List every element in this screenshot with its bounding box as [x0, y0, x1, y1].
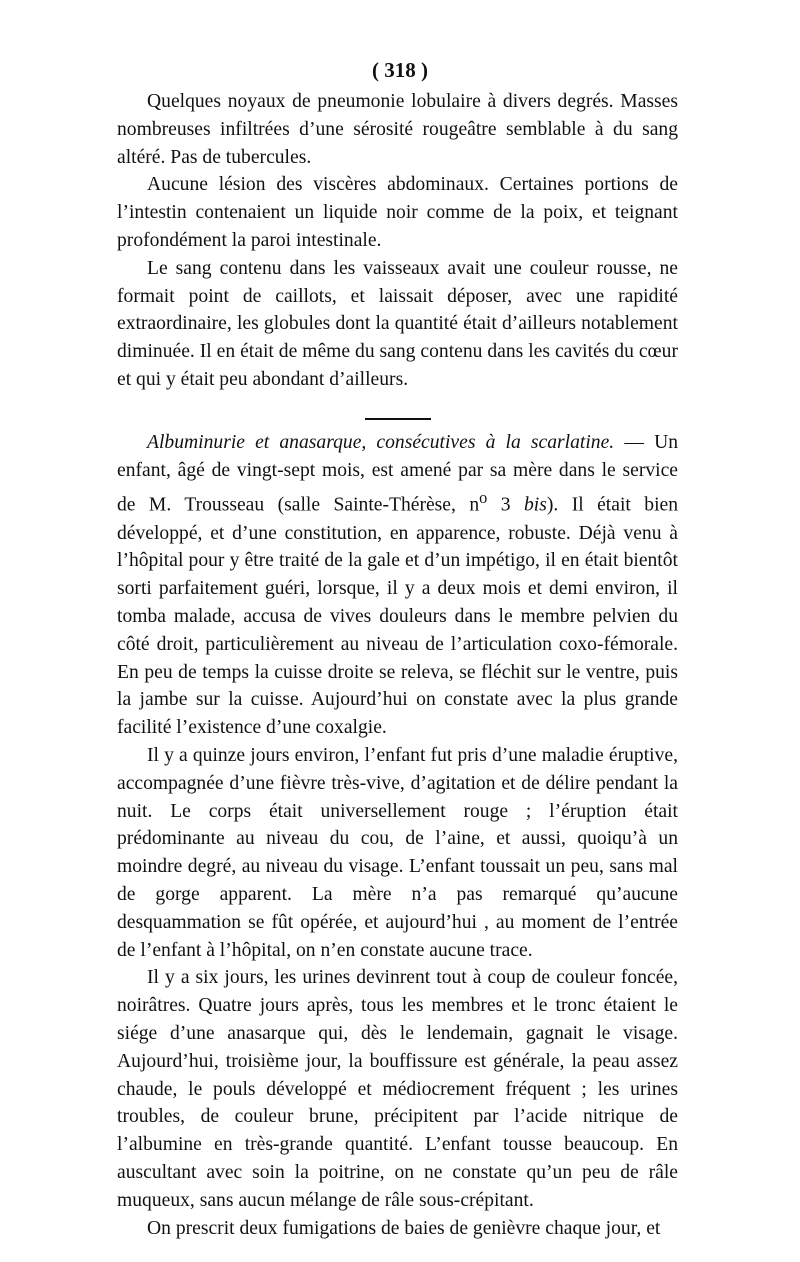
case-num: 3 — [487, 494, 524, 516]
case-num-sup: o — [479, 488, 488, 508]
paragraph-prescription: On prescrit deux fumigations de baies de genièvre chaque jour, et — [147, 1217, 661, 1239]
paragraph-case-intro — [117, 429, 678, 742]
case-bis: bis — [523, 494, 547, 516]
paragraph-blood: Le sang contenu dans les vaisseaux avait une couleur rousse, ne formait point de caillots, et laissait déposer, avec une rapidité extraordinaire, les globules dont la quantité était d’ailleurs notablement diminuée. Il en était de même du sang contenu dans les cavités du cœur et qui y était peu abondant d’ailleurs. — [117, 257, 678, 390]
page-body — [117, 88, 678, 1242]
case-dash: — — [614, 431, 655, 453]
paragraph-eruption: Il y a quinze jours environ, l’enfant fut pris d’une maladie éruptive, accompagnée d’une fièvre très-vive, d’agitation et de délire pendant la nuit. Le corps était universellement rouge ; l’éruption était prédominante au niveau du cou, de l’aine, et aussi, quoiqu’à un moindre degré, au niveau du visage. L’enfant toussait un peu, sans mal de gorge apparent. La mère n’a pas remarqué qu’aucune desquammation se fût opérée, et aujourd’hui , au moment de l’entrée de l’enfant à l’hôpital, on n’en constate aucune trace. — [117, 745, 678, 961]
page-number: ( 318 ) — [372, 58, 428, 82]
section-divider — [365, 418, 431, 420]
case-intro-b: ). Il était bien développé, et d’une constitution, en apparence, robuste. Déjà venu à l’hôpital pour y être traité de la gale et d’un impétigo, il en était bientôt sorti parfaitement guéri, lorsque, il y a deux mois et demi environ, il tomba malade, accusa de vives douleurs dans le membre pelvien du côté droit, particulièrement au niveau de l’articulation coxo-fémorale. En peu de temps la cuisse droite se releva, se fléchit sur le ventre, puis la jambe sur la cuisse. Aujourd’hui on constate avec la plus grande facilité l’existence d’une coxalgie. — [117, 494, 679, 739]
paragraph-anasarca: Il y a six jours, les urines devinrent tout à coup de couleur foncée, noirâtres. Quatre jours après, tous les membres et le tronc étaient le siége d’une anasarque qui, dès le lendemain, gagnait le visage. Aujourd’hui, troisième jour, la bouffissure est générale, la peau assez chaude, le pouls développé et médiocrement fréquent ; les urines troubles, de couleur brune, précipitent par l’acide nitrique de l’albumine en très-grande quantité. L’enfant tousse beaucoup. En auscultant avec soin la poitrine, on ne constate qu’un peu de râle muqueux, sans aucun mélange de râle sous-crépitant. — [117, 967, 678, 1211]
case-title: Albuminurie et anasarque, consécutives à la scarlatine. — [147, 431, 615, 453]
case-intro-a: Un enfant, âgé de vingt-sept mois, est amené par sa mère dans le service de M. Trousseau (salle Sainte-Thérèse, n — [117, 431, 679, 516]
paragraph-lesions-lungs: Quelques noyaux de pneumonie lobulaire à divers degrés. Masses nombreuses infiltrées d’une sérosité rougeâtre semblable à du sang altéré. Pas de tubercules. — [117, 91, 678, 168]
paragraph-lesions-abdomen: Aucune lésion des viscères abdominaux. Certaines portions de l’intestin contenaient un liquide noir comme de la poix, et teignant profondément la paroi intestinale. — [117, 174, 678, 251]
